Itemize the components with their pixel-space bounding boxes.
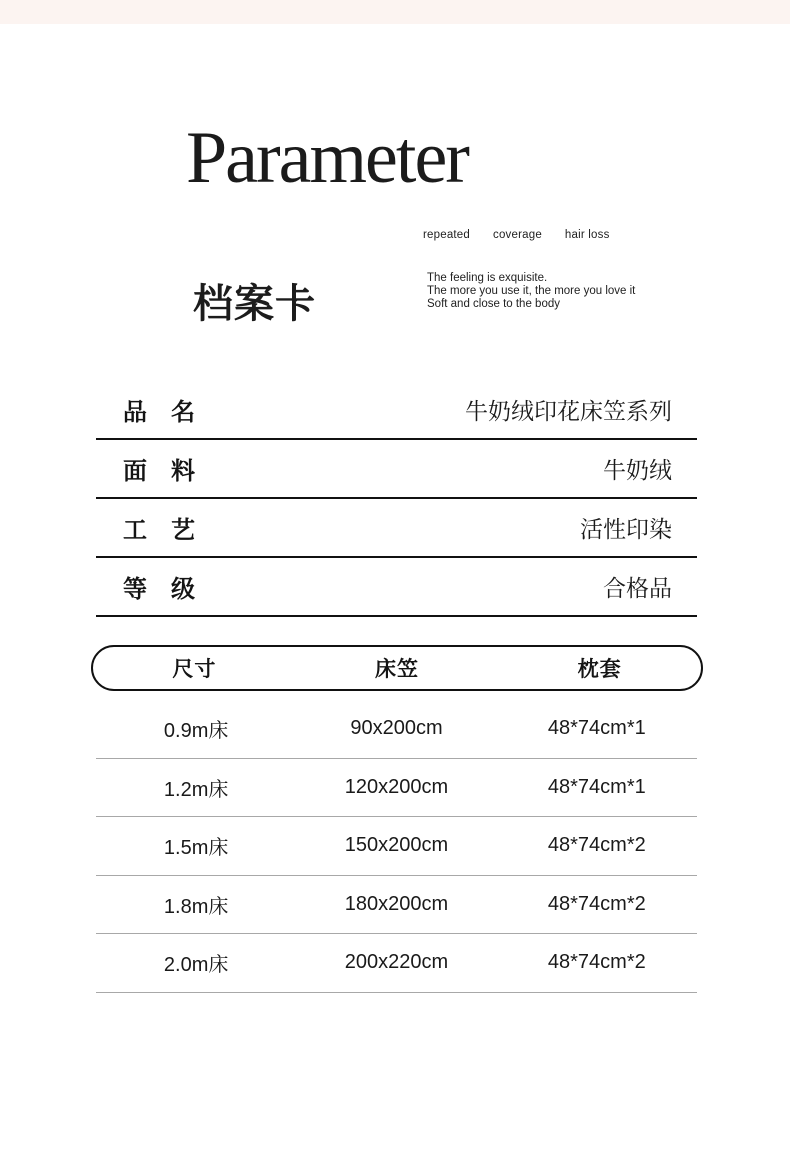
cell-pillowcase: 48*74cm*1 xyxy=(547,775,646,798)
spec-value: 牛奶绒印花床笠系列 xyxy=(465,398,672,424)
cell-pillowcase: 48*74cm*2 xyxy=(547,892,646,915)
cell-pillowcase: 48*74cm*2 xyxy=(547,951,646,974)
spec-row-grade xyxy=(96,558,697,617)
cell-fitted-sheet: 90x200cm xyxy=(350,717,443,740)
table-row xyxy=(96,876,697,935)
spec-value: 合格品 xyxy=(603,575,672,601)
top-accent-band xyxy=(0,0,790,24)
table-row xyxy=(96,759,697,818)
spec-value: 活性印染 xyxy=(580,516,672,542)
feature-tag-row xyxy=(423,229,610,241)
spec-label: 工 艺 xyxy=(123,517,195,544)
cell-fitted-sheet: 200x220cm xyxy=(344,951,449,974)
cell-fitted-sheet: 150x200cm xyxy=(344,834,449,857)
page-subtitle: 档案卡 xyxy=(193,282,316,326)
cell-fitted-sheet: 180x200cm xyxy=(344,892,449,915)
table-row xyxy=(96,817,697,876)
header-cell-fitted-sheet: 床笠 xyxy=(375,658,419,681)
product-description xyxy=(427,272,635,311)
cell-bed-size: 1.8m床 xyxy=(163,895,229,918)
tag-repeated: repeated xyxy=(423,229,470,241)
cell-bed-size: 1.5m床 xyxy=(163,837,229,860)
cell-bed-size: 0.9m床 xyxy=(163,720,229,743)
cell-bed-size: 2.0m床 xyxy=(163,954,229,977)
header-cell-size: 尺寸 xyxy=(172,658,217,681)
spec-value: 牛奶绒 xyxy=(603,457,672,483)
page-title: Parameter xyxy=(186,117,468,199)
spec-label: 面 料 xyxy=(123,458,195,485)
description-line: The more you use it, the more you love it xyxy=(427,285,636,297)
description-line: The feeling is exquisite. xyxy=(427,272,548,284)
spec-row-product-name xyxy=(96,381,697,440)
tag-hair-loss: hair loss xyxy=(564,229,610,241)
table-row xyxy=(96,700,697,759)
spec-row-craft xyxy=(96,499,697,558)
size-table-body xyxy=(96,700,697,993)
cell-bed-size: 1.2m床 xyxy=(163,778,229,801)
tag-coverage: coverage xyxy=(493,229,542,241)
spec-row-fabric xyxy=(96,440,697,499)
spec-label: 品 名 xyxy=(123,399,195,426)
spec-label: 等 级 xyxy=(123,576,195,603)
description-line: Soft and close to the body xyxy=(427,298,560,310)
table-row xyxy=(96,934,697,993)
header-cell-pillowcase: 枕套 xyxy=(577,658,622,681)
cell-pillowcase: 48*74cm*2 xyxy=(547,834,646,857)
size-table-header xyxy=(91,645,703,691)
cell-pillowcase: 48*74cm*1 xyxy=(547,717,646,740)
spec-list xyxy=(96,381,697,617)
cell-fitted-sheet: 120x200cm xyxy=(344,775,449,798)
